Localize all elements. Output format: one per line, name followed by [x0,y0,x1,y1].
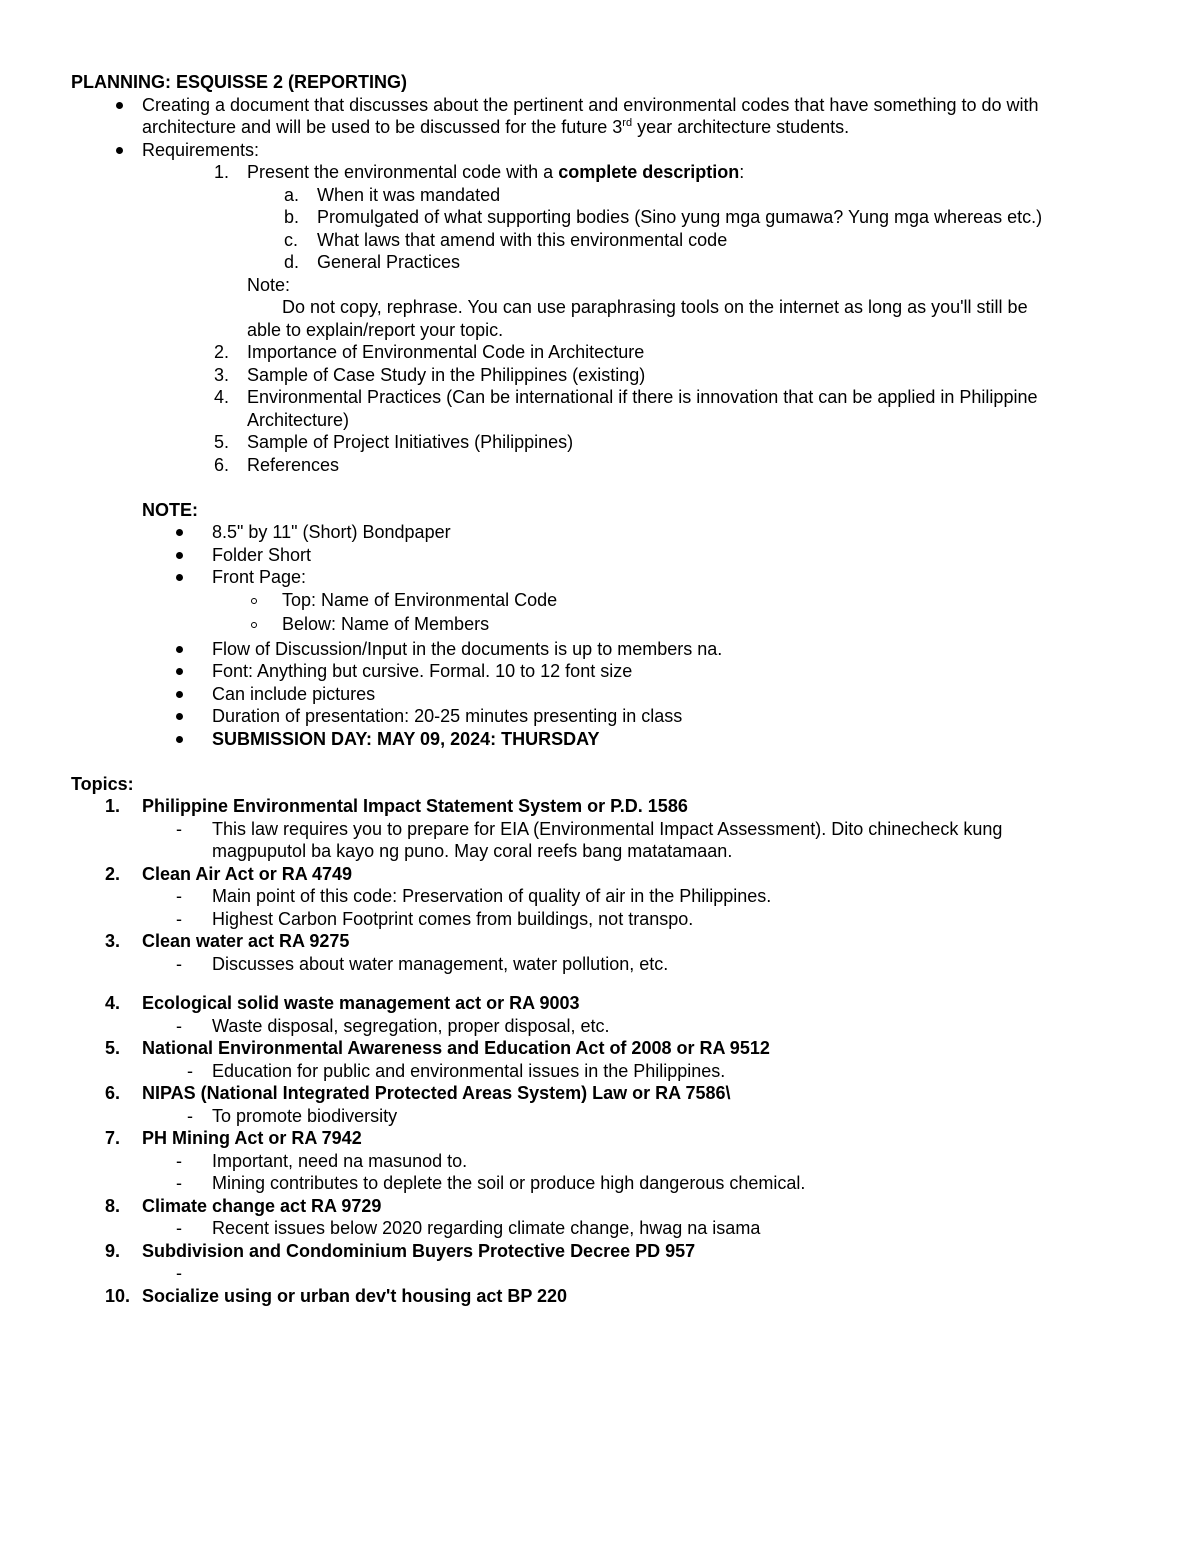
topic-3: 3. Clean water act RA 9275 [105,931,350,951]
bullet-icon [176,552,183,559]
requirement-item-6: 6. References [214,454,340,475]
topic-5-detail-1: - Education for public and environmental issues in the Philippines. [187,1060,726,1081]
document-title: PLANNING: ESQUISSE 2 (REPORTING) [71,72,408,92]
requirement-sub-c: c. What laws that amend with this environmental code [284,229,728,250]
bullet-icon [116,147,123,154]
circle-bullet-icon [251,622,257,628]
requirement-note-line-1: Do not copy, rephrase. You can use paraphrasing tools on the internet as long as you'll still be [282,297,1028,317]
note-bullet-6: Can include pictures [71,683,1131,706]
bullet-icon [176,668,183,675]
topics-label: Topics: [71,773,134,794]
bullet-icon [176,574,183,581]
topic-8-detail-1: - Recent issues below 2020 regarding climate change, hwag na isama [176,1218,761,1238]
topic-7-detail-1: - Important, need na masunod to. [176,1150,468,1171]
bullet-icon [116,102,123,109]
topic-6-detail-1: - To promote biodiversity [187,1105,398,1126]
topic-2: 2. Clean Air Act or RA 4749 [105,863,353,884]
requirement-item-4: 4. Environmental Practices (Can be international if there is innovation that can be applied in Philippine Architecture) [214,387,1038,430]
requirement-note-line-2: able to explain/report your topic. [247,319,504,340]
note-bullet-5: Font: Anything but cursive. Formal. 10 to 12 font size [71,660,1131,683]
topic-4: 4. Ecological solid waste management act or RA 9003 [105,993,580,1013]
topic-10: 10. Socialize using or urban dev't housing act BP 220 [105,1285,568,1306]
note-label: NOTE: [142,499,198,520]
note-bullet-7: Duration of presentation: 20-25 minutes presenting in class [71,705,1131,728]
topic-9-detail-empty: - [176,1263,182,1283]
topic-6: 6. NIPAS (National Integrated Protected Areas System) Law or RA 7586\ [105,1083,731,1103]
topic-7: 7. PH Mining Act or RA 7942 [105,1128,362,1148]
requirement-item-3: 3. Sample of Case Study in the Philippines (existing) [214,364,646,385]
note-bullet-4: Flow of Discussion/Input in the documents is up to members na. [71,638,1131,661]
note-sub-bullet-1: Top: Name of Environmental Code [71,589,1131,612]
document-content [71,71,1131,1307]
bullet-icon [176,691,183,698]
requirement-sub-d: d. General Practices [284,252,461,272]
intro-bullet-2: Requirements: [71,139,1131,162]
bullet-icon [176,529,183,536]
intro-bullet-1: Creating a document that discusses about the pertinent and environmental codes that have something to do with architecture and will be used to be discussed for the future 3rd year architecture students. [71,94,1131,139]
topic-3-detail-1: - Discusses about water management, water pollution, etc. [176,953,669,974]
topic-1: 1. Philippine Environmental Impact Statement System or P.D. 1586 [105,796,688,816]
submission-day: SUBMISSION DAY: MAY 09, 2024: THURSDAY [71,728,1131,751]
note-bullet-1: 8.5" by 11" (Short) Bondpaper [71,521,1131,544]
requirement-sub-a: a. When it was mandated [284,184,501,205]
requirement-item-1: 1. Present the environmental code with a complete description: [214,162,745,182]
circle-bullet-icon [251,598,257,604]
topic-5: 5. National Environmental Awareness and Education Act of 2008 or RA 9512 [105,1038,770,1058]
topic-1-detail-1: - This law requires you to prepare for EIA (Environmental Impact Assessment). Dito chinecheck kung magpuputol ba kayo ng puno. May coral reefs bang matatamaan. [176,818,1003,861]
bullet-icon [176,713,183,720]
topic-2-detail-1: - Main point of this code: Preservation of quality of air in the Philippines. [176,886,772,906]
topic-4-detail-1: - Waste disposal, segregation, proper disposal, etc. [176,1015,610,1036]
requirement-note-label: Note: [247,274,291,295]
topic-2-detail-2: - Highest Carbon Footprint comes from buildings, not transpo. [176,908,694,929]
note-bullet-2: Folder Short [71,544,1131,567]
bullet-icon [176,646,183,653]
requirement-item-5: 5. Sample of Project Initiatives (Philippines) [214,432,574,452]
note-sub-bullet-2: Below: Name of Members [71,613,1131,636]
topic-8: 8. Climate change act RA 9729 [105,1195,382,1216]
topic-9: 9. Subdivision and Condominium Buyers Protective Decree PD 957 [105,1240,696,1261]
topic-7-detail-2: - Mining contributes to deplete the soil or produce high dangerous chemical. [176,1173,806,1193]
requirement-sub-b: b. Promulgated of what supporting bodies (Sino yung mga gumawa? Yung mga whereas etc.) [284,207,1043,227]
requirement-item-2: 2. Importance of Environmental Code in Architecture [214,342,645,362]
bullet-icon [176,736,183,743]
note-bullet-3: Front Page: [71,566,1131,589]
